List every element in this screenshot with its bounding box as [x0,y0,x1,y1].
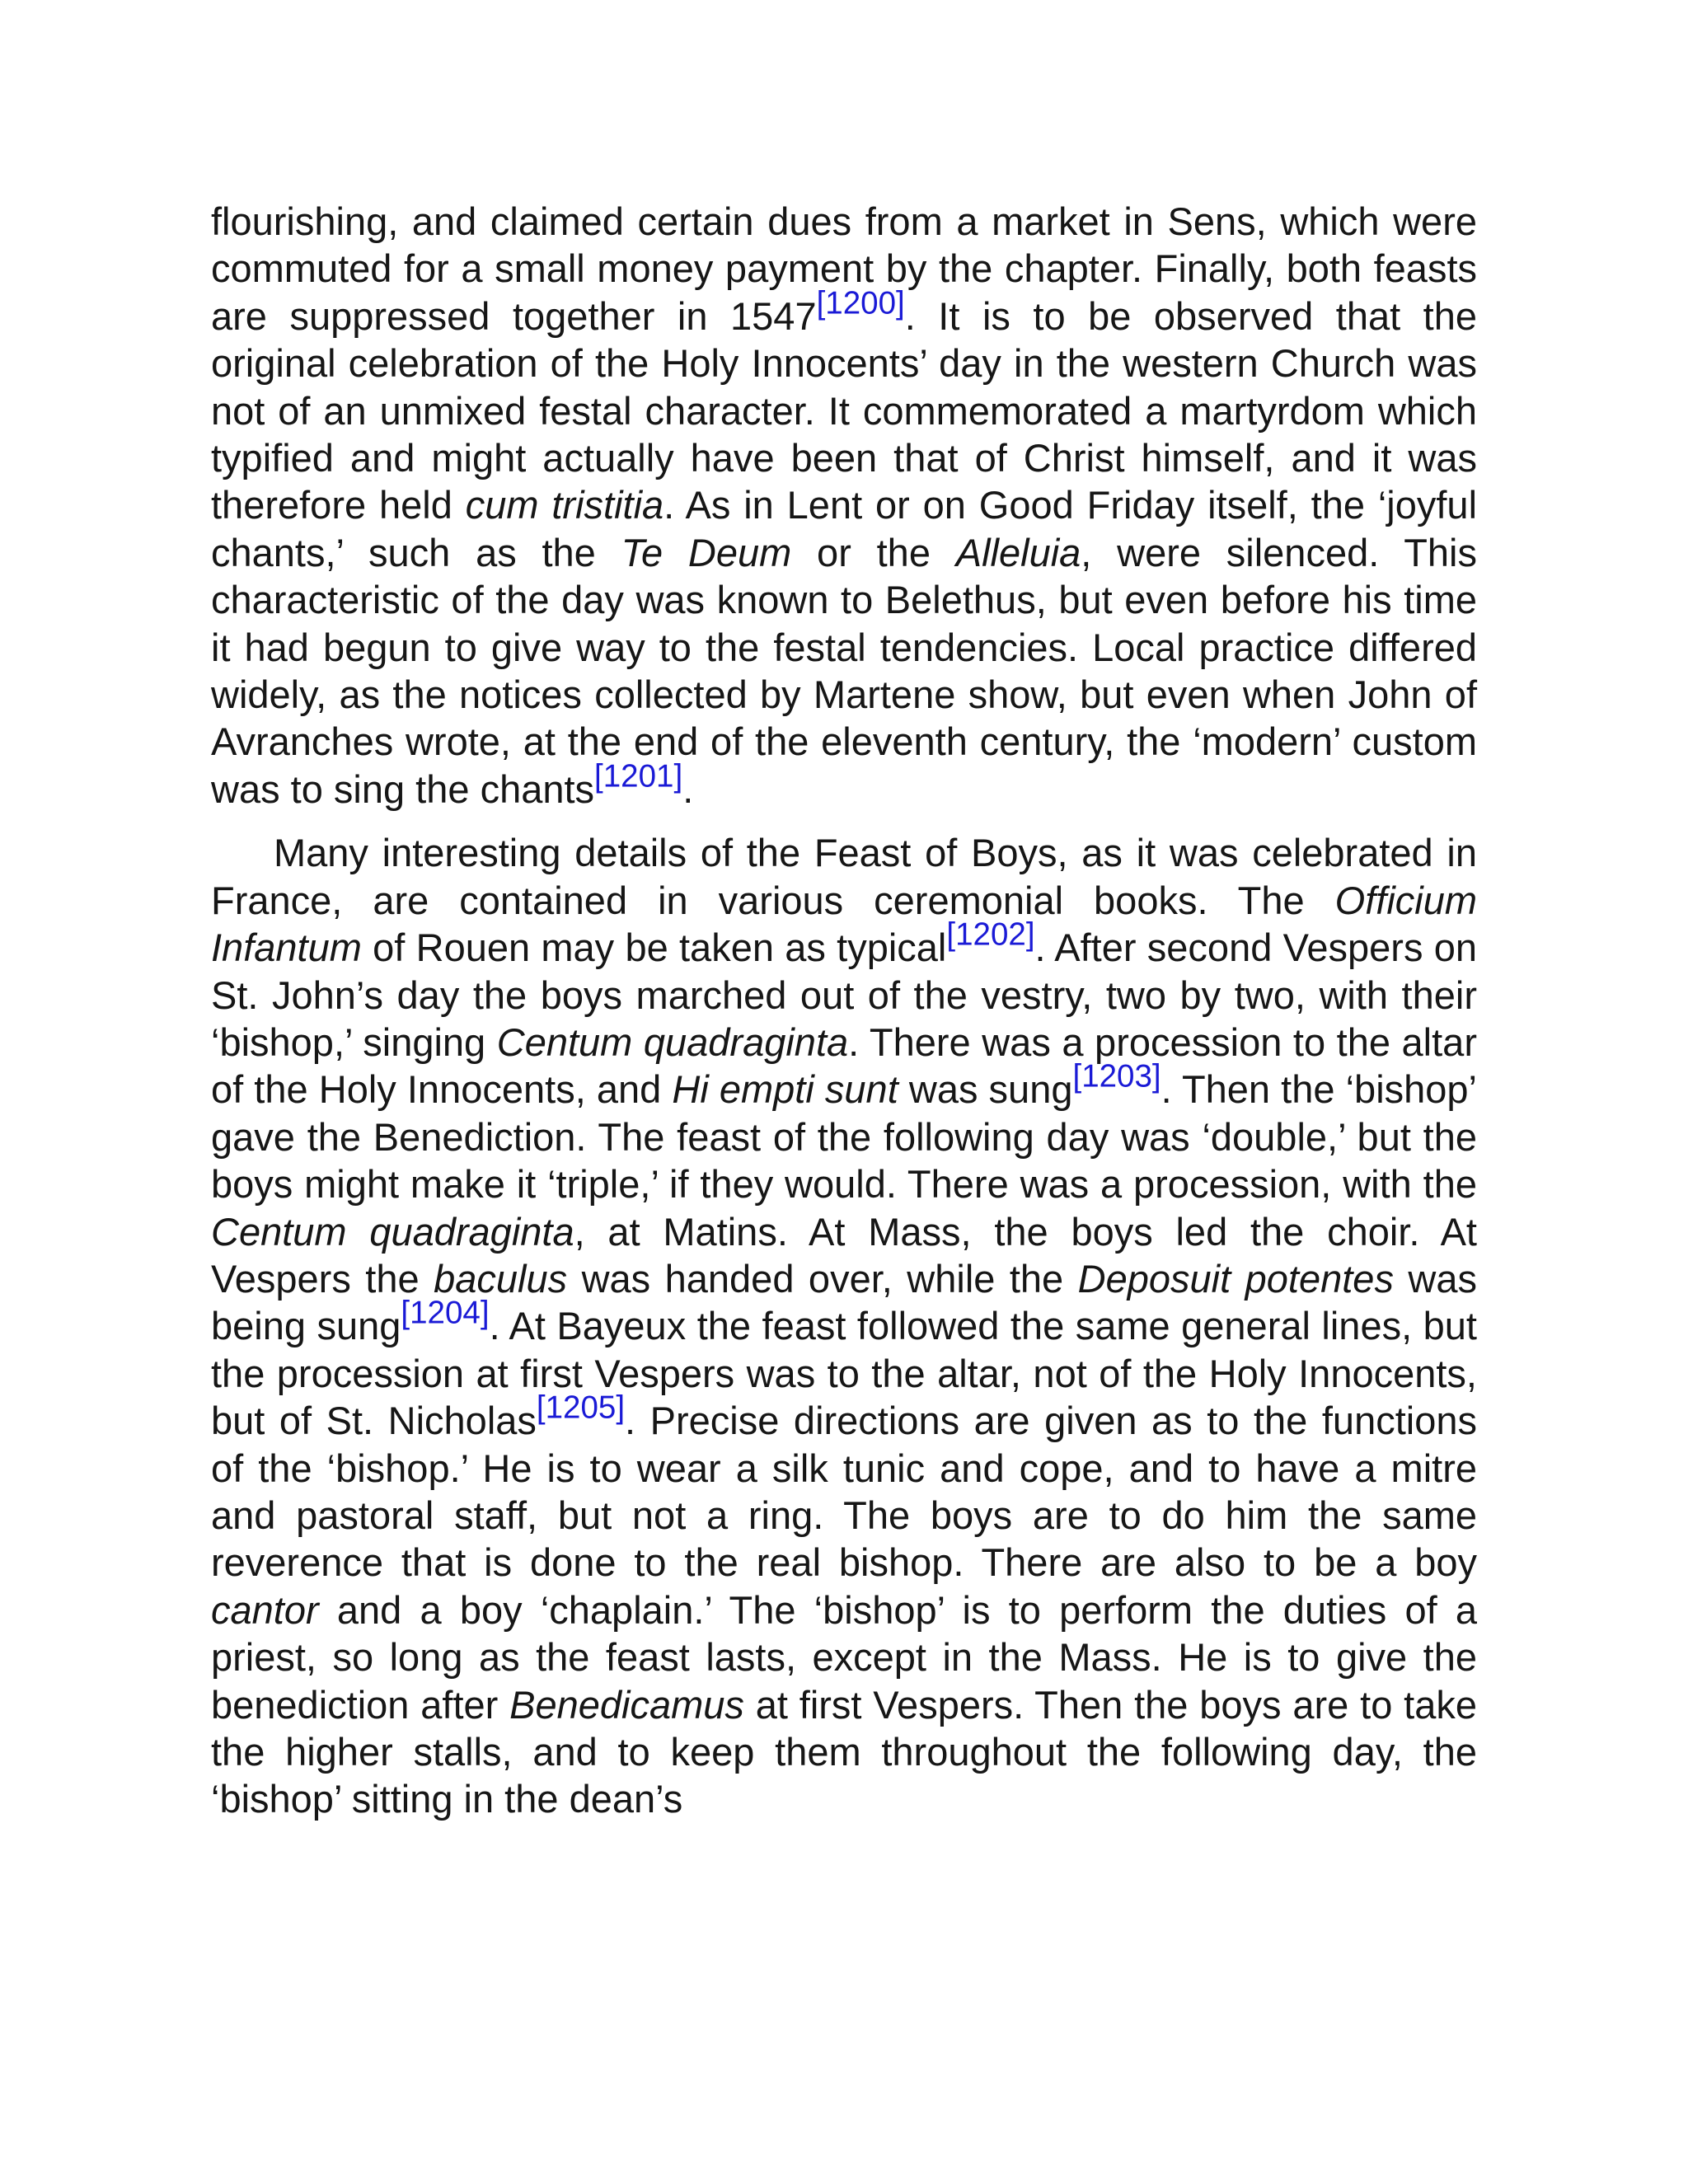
text-segment: at first Vespers. Then the boys are to take the higher stalls, and to keep them throughout the following day, the ‘bishop’ sitting in the dean’s [211,1682,1478,1821]
text-segment: and a boy ‘chaplain.’ The ‘bishop’ is to perform the duties of a priest, so long as the feast lasts, except in the Mass. He is to give the benediction after [211,1587,1477,1727]
italic-term: Hi empti sunt [672,1067,898,1112]
italic-term: Officium Infantum [211,878,1477,970]
italic-term: baculus [434,1256,568,1301]
italic-term: cum tristitia [465,483,664,527]
text-segment: , at Matins. At Mass, the boys led the choir. At Vespers the [211,1209,1477,1301]
italic-term: Deposuit potentes [1077,1256,1394,1301]
italic-term: Alleluia [955,530,1081,574]
footnote-link-1201[interactable]: [1201] [594,758,683,794]
italic-term: Centum quadraginta [496,1019,849,1064]
footnote-link-1205[interactable]: [1205] [536,1390,626,1426]
text-segment: , were silenced. This characteristic of the day was known to Belethus, but even before his time it had begun to give way to the festal tendencies. Local practice differed widely, as the notices collected by Martene show, but even when John of Avranches wrote, at the end of the eleventh century, the ‘modern’ custom was to sing the chants [211,530,1477,811]
text-segment: was being sung [211,1256,1478,1348]
paragraph-1 [211,198,1477,813]
footnote-link-1204[interactable]: [1204] [401,1296,490,1332]
page-body [211,198,1477,1823]
text-segment: . It is to be observed that the original celebration of the Holy Innocents’ day in the western Church was not of an unmixed festal character. It commemorated a martyrdom which typified and might actually have been that of Christ himself, and it was therefore held [211,293,1478,527]
text-segment: Many interesting details of the Feast of Boys, as it was celebrated in France, are contained in various ceremonial books. The [211,831,1477,922]
footnote-link-1202[interactable]: [1202] [946,916,1035,953]
text-segment: flourishing, and claimed certain dues from a market in Sens, which were commuted for a small money payment by the chapter. Finally, both feasts are suppressed together in 1547 [211,199,1477,338]
text-segment: was sung [898,1067,1073,1112]
italic-term: Te Deum [621,530,792,574]
text-segment: . At Bayeux the feast followed the same general lines, but the procession at first Vespers was to the altar, not of the Holy Innocents, but of St. Nicholas [211,1304,1477,1443]
italic-term: Centum quadraginta [211,1209,574,1254]
footnote-link-1203[interactable]: [1203] [1072,1059,1161,1095]
text-segment: of Rouen may be taken as typical [361,926,947,970]
text-segment: . [682,766,694,811]
text-segment: . Then the ‘bishop’ gave the Benediction. The feast of the following day was ‘double,’ but the boys might make it ‘triple,’ if they would. There was a procession, with the [211,1067,1477,1207]
text-segment: . There was a procession to the altar of the Holy Innocents, and [211,1019,1477,1112]
text-segment: . After second Vespers on St. John’s day the boys marched out of the vestry, two by two, with their ‘bishop,’ singing [211,926,1477,1064]
footnote-link-1200[interactable]: [1200] [816,285,905,321]
paragraph-2 [211,829,1477,1823]
italic-term: cantor [211,1587,319,1632]
text-segment: . Precise directions are given as to the functions of the ‘bishop.’ He is to wear a silk tunic and cope, and to have a mitre and pastoral staff, but not a ring. The boys are to do him the same reverence that is done to the real bishop. There are also to be a boy [211,1399,1477,1585]
italic-term: Benedicamus [509,1682,744,1727]
text-segment: . As in Lent or on Good Friday itself, the ‘joyful chants,’ such as the [211,483,1478,574]
text-segment: was handed over, while the [567,1256,1078,1301]
text-segment: or the [791,530,956,574]
